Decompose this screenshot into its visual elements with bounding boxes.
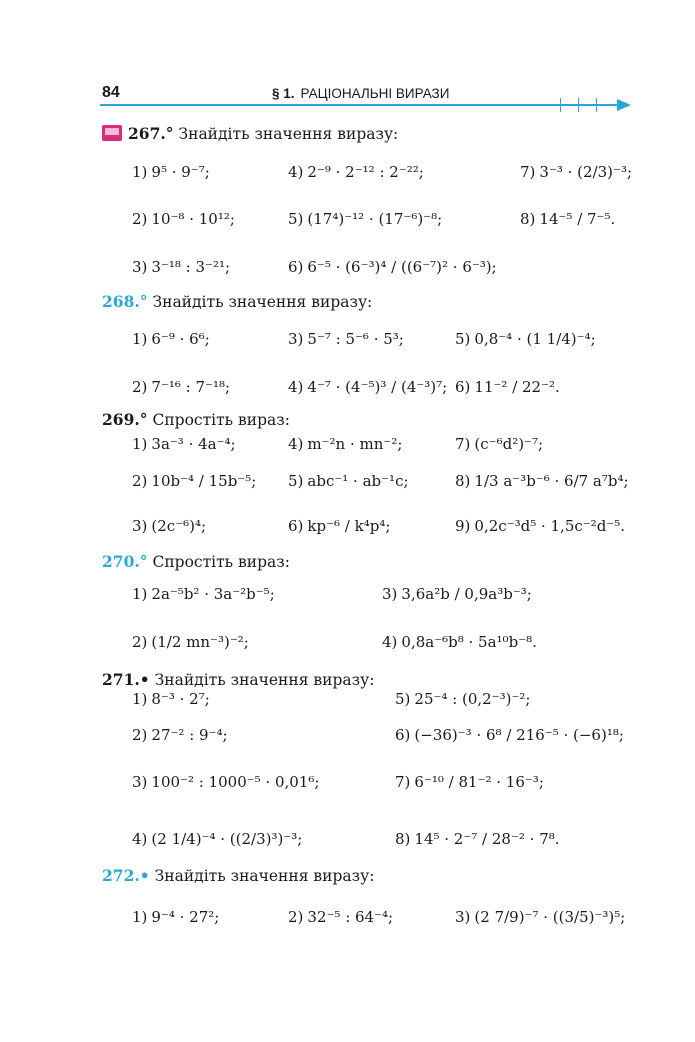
ex267-item-8: 8) 14⁻⁵ / 7⁻⁵. [520, 210, 616, 228]
exercise-267-heading [102, 124, 398, 143]
ex271-item-7: 7) 6⁻¹⁰ / 81⁻² · 16⁻³; [395, 773, 544, 791]
ex272-item-3: 3) (2 7/9)⁻⁷ · ((3/5)⁻³)⁵; [455, 908, 626, 926]
ex268-item-5: 5) 0,8⁻⁴ · (1 1/4)⁻⁴; [455, 330, 596, 348]
exercise-number: 271.• [102, 670, 150, 689]
ex271-item-8: 8) 14⁵ · 2⁻⁷ / 28⁻² · 7⁸. [395, 830, 560, 848]
ex267-item-4: 4) 2⁻⁹ · 2⁻¹² : 2⁻²²; [288, 163, 424, 181]
ex272-item-2: 2) 32⁻⁵ : 64⁻⁴; [288, 908, 394, 926]
header-tick [596, 98, 597, 112]
computer-icon [102, 125, 122, 141]
exercise-269-heading [102, 410, 290, 429]
ex271-item-3: 3) 100⁻² : 1000⁻⁵ · 0,01⁶; [132, 773, 320, 791]
ex269-item-2: 2) 10b⁻⁴ / 15b⁻⁵; [132, 472, 257, 490]
ex269-item-5: 5) abc⁻¹ · ab⁻¹c; [288, 472, 409, 490]
exercise-271-heading [102, 670, 374, 689]
header-tick [578, 98, 579, 112]
section-mark: § 1. [272, 86, 295, 101]
ex270-item-1: 1) 2a⁻⁵b² · 3a⁻²b⁻⁵; [132, 585, 275, 603]
exercise-number: 272.• [102, 866, 150, 885]
ex267-item-6: 6) 6⁻⁵ · (6⁻³)⁴ / ((6⁻⁷)² · 6⁻³); [288, 258, 497, 276]
ex267-item-1: 1) 9⁵ · 9⁻⁷; [132, 163, 210, 181]
exercise-task: Знайдіть значення виразу: [154, 671, 375, 689]
ex271-item-5: 5) 25⁻⁴ : (0,2⁻³)⁻²; [395, 690, 531, 708]
header-rule [100, 104, 620, 106]
exercise-number: 267.° [128, 124, 174, 143]
exercise-task: Знайдіть значення виразу: [178, 125, 399, 143]
ex269-item-9: 9) 0,2c⁻³d⁵ · 1,5c⁻²d⁻⁵. [455, 517, 625, 535]
exercise-task: Спростіть вираз: [152, 553, 290, 571]
ex267-item-3: 3) 3⁻¹⁸ : 3⁻²¹; [132, 258, 231, 276]
exercise-task: Спростіть вираз: [152, 411, 290, 429]
ex267-item-2: 2) 10⁻⁸ · 10¹²; [132, 210, 235, 228]
exercise-number: 269.° [102, 410, 148, 429]
ex270-item-2: 2) (1/2 mn⁻³)⁻²; [132, 633, 249, 651]
ex268-item-4: 4) 4⁻⁷ · (4⁻⁵)³ / (4⁻³)⁷; [288, 378, 448, 396]
ex269-item-3: 3) (2c⁻⁶)⁴; [132, 517, 207, 535]
ex271-item-1: 1) 8⁻³ · 2⁷; [132, 690, 210, 708]
ex269-item-7: 7) (c⁻⁶d²)⁻⁷; [455, 435, 544, 453]
section-heading [272, 86, 449, 101]
ex272-item-1: 1) 9⁻⁴ · 27²; [132, 908, 220, 926]
section-title: РАЦІОНАЛЬНІ ВИРАЗИ [300, 86, 450, 101]
header-tick [560, 98, 561, 112]
ex270-item-3: 3) 3,6a²b / 0,9a³b⁻³; [382, 585, 532, 603]
exercise-task: Знайдіть значення виразу: [152, 293, 373, 311]
exercise-268-heading [102, 292, 372, 311]
ex269-item-8: 8) 1/3 a⁻³b⁻⁶ · 6/7 a⁷b⁴; [455, 472, 629, 490]
header-arrow-icon [617, 99, 631, 111]
exercise-272-heading [102, 866, 374, 885]
ex267-item-7: 7) 3⁻³ · (2/3)⁻³; [520, 163, 633, 181]
page-number: 84 [102, 84, 120, 101]
exercise-number: 270.° [102, 552, 148, 571]
ex268-item-2: 2) 7⁻¹⁶ : 7⁻¹⁸; [132, 378, 231, 396]
ex271-item-2: 2) 27⁻² : 9⁻⁴; [132, 726, 228, 744]
ex269-item-6: 6) kp⁻⁶ / k⁴p⁴; [288, 517, 391, 535]
ex268-item-6: 6) 11⁻² / 22⁻². [455, 378, 560, 396]
exercise-number: 268.° [102, 292, 148, 311]
ex271-item-4: 4) (2 1/4)⁻⁴ · ((2/3)³)⁻³; [132, 830, 303, 848]
exercise-270-heading [102, 552, 290, 571]
exercise-task: Знайдіть значення виразу: [154, 867, 375, 885]
ex268-item-3: 3) 5⁻⁷ : 5⁻⁶ · 5³; [288, 330, 404, 348]
ex268-item-1: 1) 6⁻⁹ · 6⁶; [132, 330, 210, 348]
ex269-item-1: 1) 3a⁻³ · 4a⁻⁴; [132, 435, 236, 453]
ex270-item-4: 4) 0,8a⁻⁶b⁸ · 5a¹⁰b⁻⁸. [382, 633, 537, 651]
ex271-item-6: 6) (−36)⁻³ · 6⁸ / 216⁻⁵ · (−6)¹⁸; [395, 726, 624, 744]
ex269-item-4: 4) m⁻²n · mn⁻²; [288, 435, 403, 453]
ex267-item-5: 5) (17⁴)⁻¹² · (17⁻⁶)⁻⁸; [288, 210, 443, 228]
